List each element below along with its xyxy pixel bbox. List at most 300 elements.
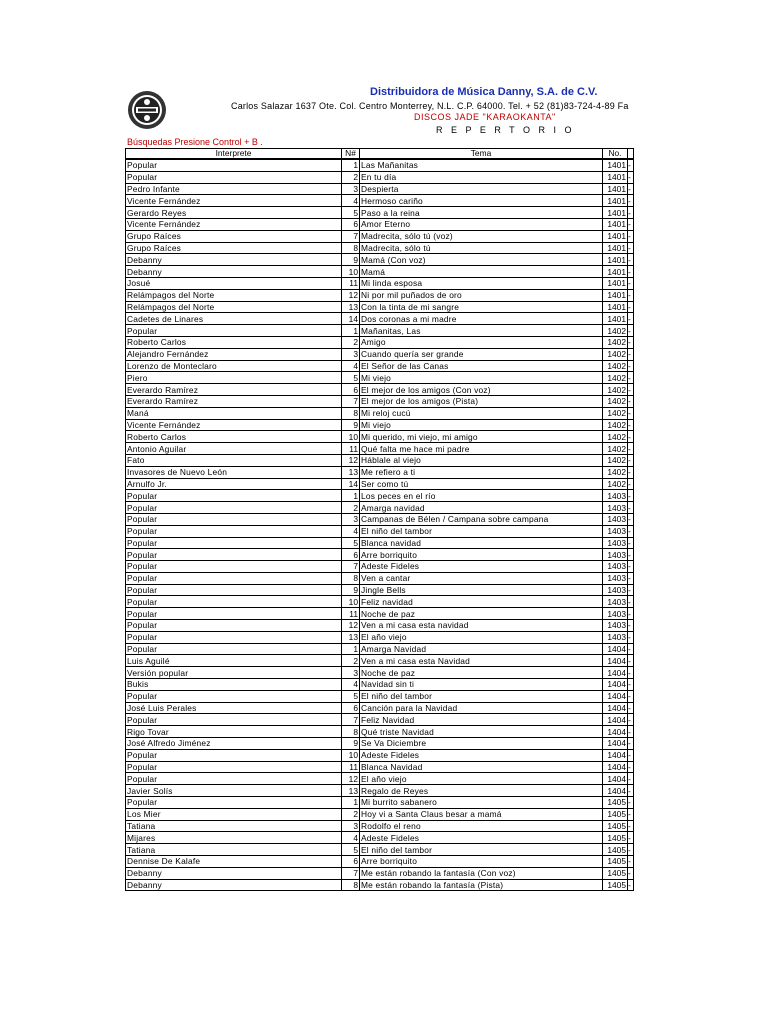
- disc-number-cell: 1401: [603, 195, 628, 207]
- interprete-cell: Popular: [126, 513, 342, 525]
- table-row: [126, 702, 634, 714]
- disc-number-cell: 1402: [603, 419, 628, 431]
- tema-cell: Ni por mil puñados de oro: [360, 289, 603, 301]
- row-suffix-cell: -: [628, 702, 634, 714]
- track-number-cell: 7: [342, 230, 360, 242]
- interprete-cell: Antonio Aguilar: [126, 443, 342, 455]
- interprete-cell: Popular: [126, 773, 342, 785]
- track-number-cell: 8: [342, 242, 360, 254]
- track-number-cell: 12: [342, 620, 360, 632]
- table-row: [126, 820, 634, 832]
- track-number-cell: 8: [342, 572, 360, 584]
- track-number-cell: 10: [342, 431, 360, 443]
- table-row: [126, 525, 634, 537]
- interprete-cell: Debanny: [126, 867, 342, 879]
- tema-cell: El año viejo: [360, 773, 603, 785]
- interprete-cell: Grupo Raíces: [126, 230, 342, 242]
- table-row: [126, 372, 634, 384]
- row-suffix-cell: -: [628, 325, 634, 337]
- disc-number-cell: 1401: [603, 277, 628, 289]
- track-number-cell: 7: [342, 867, 360, 879]
- interprete-cell: Vicente Fernández: [126, 419, 342, 431]
- interprete-cell: Popular: [126, 561, 342, 573]
- track-number-cell: 3: [342, 820, 360, 832]
- tema-cell: Mamá (Con voz): [360, 254, 603, 266]
- row-suffix-cell: -: [628, 360, 634, 372]
- table-row: [126, 490, 634, 502]
- table-row: [126, 242, 634, 254]
- disc-number-cell: 1402: [603, 466, 628, 478]
- track-number-cell: 10: [342, 266, 360, 278]
- tema-cell: Blanca navidad: [360, 537, 603, 549]
- track-number-cell: 5: [342, 690, 360, 702]
- track-number-cell: 14: [342, 478, 360, 490]
- table-row: [126, 561, 634, 573]
- table-row: [126, 207, 634, 219]
- table-row: [126, 325, 634, 337]
- track-number-cell: 1: [342, 643, 360, 655]
- column-header-tema: Tema: [360, 149, 603, 160]
- interprete-cell: Debanny: [126, 266, 342, 278]
- interprete-cell: Vicente Fernández: [126, 218, 342, 230]
- row-suffix-cell: -: [628, 761, 634, 773]
- tema-cell: Ven a mi casa esta Navidad: [360, 655, 603, 667]
- disc-number-cell: 1402: [603, 325, 628, 337]
- disc-number-cell: 1403: [603, 631, 628, 643]
- track-number-cell: 3: [342, 183, 360, 195]
- row-suffix-cell: -: [628, 655, 634, 667]
- interprete-cell: Popular: [126, 631, 342, 643]
- disc-number-cell: 1405: [603, 808, 628, 820]
- row-suffix-cell: -: [628, 832, 634, 844]
- tema-cell: Mi linda esposa: [360, 277, 603, 289]
- track-number-cell: 1: [342, 490, 360, 502]
- tema-cell: Qué falta me hace mi padre: [360, 443, 603, 455]
- row-suffix-cell: -: [628, 454, 634, 466]
- row-suffix-cell: -: [628, 561, 634, 573]
- track-number-cell: 11: [342, 443, 360, 455]
- row-suffix-cell: -: [628, 797, 634, 809]
- track-number-cell: 9: [342, 584, 360, 596]
- interprete-cell: Debanny: [126, 879, 342, 891]
- row-suffix-cell: -: [628, 195, 634, 207]
- track-number-cell: 11: [342, 608, 360, 620]
- row-suffix-cell: -: [628, 808, 634, 820]
- disc-number-cell: 1404: [603, 702, 628, 714]
- interprete-cell: Cadetes de Linares: [126, 313, 342, 325]
- interprete-cell: Rigo Tovar: [126, 726, 342, 738]
- tema-cell: Mi viejo: [360, 419, 603, 431]
- track-number-cell: 5: [342, 207, 360, 219]
- disc-number-cell: 1401: [603, 183, 628, 195]
- track-number-cell: 4: [342, 679, 360, 691]
- row-suffix-cell: -: [628, 171, 634, 183]
- tema-cell: Qué triste Navidad: [360, 726, 603, 738]
- track-number-cell: 14: [342, 313, 360, 325]
- disc-number-cell: 1402: [603, 443, 628, 455]
- row-suffix-cell: -: [628, 183, 634, 195]
- row-suffix-cell: -: [628, 631, 634, 643]
- disc-number-cell: 1405: [603, 856, 628, 868]
- interprete-cell: Grupo Raíces: [126, 242, 342, 254]
- interprete-cell: Fato: [126, 454, 342, 466]
- track-number-cell: 1: [342, 797, 360, 809]
- tema-cell: Madrecita, sólo tú: [360, 242, 603, 254]
- tema-cell: Adeste Fideles: [360, 749, 603, 761]
- tema-cell: Mi viejo: [360, 372, 603, 384]
- row-suffix-cell: -: [628, 254, 634, 266]
- row-suffix-cell: -: [628, 608, 634, 620]
- table-row: [126, 513, 634, 525]
- track-number-cell: 2: [342, 655, 360, 667]
- interprete-cell: Popular: [126, 797, 342, 809]
- row-suffix-cell: -: [628, 466, 634, 478]
- row-suffix-cell: -: [628, 502, 634, 514]
- table-row: [126, 655, 634, 667]
- table-row: [126, 726, 634, 738]
- row-suffix-cell: -: [628, 572, 634, 584]
- interprete-cell: Popular: [126, 549, 342, 561]
- tema-cell: Feliz Navidad: [360, 714, 603, 726]
- tema-cell: El año viejo: [360, 631, 603, 643]
- table-row: [126, 572, 634, 584]
- tema-cell: El niño del tambor: [360, 525, 603, 537]
- disc-number-cell: 1402: [603, 336, 628, 348]
- disc-number-cell: 1404: [603, 714, 628, 726]
- tema-cell: Me están robando la fantasía (Pista): [360, 879, 603, 891]
- disc-number-cell: 1403: [603, 596, 628, 608]
- disc-number-cell: 1403: [603, 561, 628, 573]
- disc-number-cell: 1404: [603, 761, 628, 773]
- interprete-cell: Popular: [126, 490, 342, 502]
- disc-number-cell: 1401: [603, 313, 628, 325]
- disc-number-cell: 1403: [603, 502, 628, 514]
- interprete-cell: Popular: [126, 690, 342, 702]
- table-row: [126, 879, 634, 891]
- disc-number-cell: 1404: [603, 667, 628, 679]
- disc-number-cell: 1402: [603, 407, 628, 419]
- interprete-cell: José Luis Perales: [126, 702, 342, 714]
- track-number-cell: 2: [342, 336, 360, 348]
- disc-number-cell: 1401: [603, 230, 628, 242]
- table-row: [126, 714, 634, 726]
- table-row: [126, 419, 634, 431]
- disc-number-cell: 1404: [603, 643, 628, 655]
- track-number-cell: 4: [342, 195, 360, 207]
- interprete-cell: Gerardo Reyes: [126, 207, 342, 219]
- interprete-cell: Lorenzo de Monteclaro: [126, 360, 342, 372]
- track-number-cell: 2: [342, 808, 360, 820]
- interprete-cell: Dennise De Kalafe: [126, 856, 342, 868]
- row-suffix-cell: -: [628, 431, 634, 443]
- interprete-cell: Popular: [126, 749, 342, 761]
- row-suffix-cell: -: [628, 395, 634, 407]
- disc-number-cell: 1401: [603, 171, 628, 183]
- disc-number-cell: 1404: [603, 726, 628, 738]
- track-number-cell: 2: [342, 171, 360, 183]
- row-suffix-cell: -: [628, 525, 634, 537]
- table-row: [126, 738, 634, 750]
- table-row: [126, 832, 634, 844]
- disc-number-cell: 1404: [603, 679, 628, 691]
- table-row: [126, 631, 634, 643]
- disc-number-cell: 1402: [603, 348, 628, 360]
- row-suffix-cell: -: [628, 336, 634, 348]
- table-row: [126, 856, 634, 868]
- table-row: [126, 360, 634, 372]
- interprete-cell: Mijares: [126, 832, 342, 844]
- table-row: [126, 301, 634, 313]
- track-number-cell: 11: [342, 277, 360, 289]
- disc-number-cell: 1405: [603, 832, 628, 844]
- table-row: [126, 749, 634, 761]
- track-number-cell: 1: [342, 325, 360, 337]
- tema-cell: Blanca Navidad: [360, 761, 603, 773]
- disc-number-cell: 1403: [603, 525, 628, 537]
- row-suffix-cell: -: [628, 313, 634, 325]
- disc-number-cell: 1401: [603, 218, 628, 230]
- row-suffix-cell: -: [628, 289, 634, 301]
- track-number-cell: 13: [342, 466, 360, 478]
- interprete-cell: Everardo Ramírez: [126, 395, 342, 407]
- disc-number-cell: 1403: [603, 490, 628, 502]
- row-suffix-cell: -: [628, 714, 634, 726]
- tema-cell: El mejor de los amigos (Pista): [360, 395, 603, 407]
- table-row: [126, 808, 634, 820]
- track-number-cell: 13: [342, 631, 360, 643]
- column-header-no: No.: [603, 149, 628, 160]
- track-number-cell: 5: [342, 844, 360, 856]
- row-suffix-cell: -: [628, 419, 634, 431]
- row-suffix-cell: -: [628, 785, 634, 797]
- tema-cell: El Señor de las Canas: [360, 360, 603, 372]
- row-suffix-cell: -: [628, 242, 634, 254]
- disc-number-cell: 1402: [603, 395, 628, 407]
- disc-number-cell: 1401: [603, 207, 628, 219]
- table-row: [126, 395, 634, 407]
- track-number-cell: 13: [342, 785, 360, 797]
- disc-number-cell: 1401: [603, 254, 628, 266]
- table-row: [126, 171, 634, 183]
- track-number-cell: 5: [342, 537, 360, 549]
- interprete-cell: Relámpagos del Norte: [126, 289, 342, 301]
- tema-cell: Arre borriquito: [360, 549, 603, 561]
- track-number-cell: 6: [342, 549, 360, 561]
- row-suffix-cell: -: [628, 620, 634, 632]
- row-suffix-cell: -: [628, 443, 634, 455]
- track-number-cell: 3: [342, 667, 360, 679]
- tema-cell: Noche de paz: [360, 667, 603, 679]
- track-number-cell: 13: [342, 301, 360, 313]
- table-row: [126, 667, 634, 679]
- table-row: [126, 348, 634, 360]
- tema-cell: Ser como tú: [360, 478, 603, 490]
- row-suffix-cell: -: [628, 348, 634, 360]
- interprete-cell: Tatiana: [126, 820, 342, 832]
- interprete-cell: Popular: [126, 761, 342, 773]
- interprete-cell: Popular: [126, 572, 342, 584]
- tema-cell: Adeste Fideles: [360, 832, 603, 844]
- row-suffix-cell: -: [628, 596, 634, 608]
- interprete-cell: Popular: [126, 502, 342, 514]
- tema-cell: Dos coronas a mi madre: [360, 313, 603, 325]
- disc-number-cell: 1405: [603, 879, 628, 891]
- track-number-cell: 8: [342, 407, 360, 419]
- interprete-cell: Everardo Ramírez: [126, 384, 342, 396]
- table-body: [126, 159, 634, 891]
- table-row: [126, 537, 634, 549]
- tema-cell: El niño del tambor: [360, 690, 603, 702]
- interprete-cell: Popular: [126, 159, 342, 171]
- tema-cell: Mañanitas, Las: [360, 325, 603, 337]
- tema-cell: Navidad sin ti: [360, 679, 603, 691]
- tema-cell: Con la tinta de mi sangre: [360, 301, 603, 313]
- tema-cell: Se Va Diciembre: [360, 738, 603, 750]
- tema-cell: Feliz navidad: [360, 596, 603, 608]
- row-suffix-cell: -: [628, 667, 634, 679]
- table-row: [126, 454, 634, 466]
- interprete-cell: Popular: [126, 171, 342, 183]
- tema-cell: Canción para la Navidad: [360, 702, 603, 714]
- table-row: [126, 596, 634, 608]
- interprete-cell: Tatiana: [126, 844, 342, 856]
- row-suffix-cell: -: [628, 749, 634, 761]
- table-row: [126, 844, 634, 856]
- tema-cell: Amor Eterno: [360, 218, 603, 230]
- tema-cell: Mi burrito sabanero: [360, 797, 603, 809]
- table-row: [126, 608, 634, 620]
- interprete-cell: Vicente Fernández: [126, 195, 342, 207]
- table-row: [126, 431, 634, 443]
- table-row: [126, 549, 634, 561]
- tema-cell: Campanas de Bélen / Campana sobre campana: [360, 513, 603, 525]
- track-number-cell: 7: [342, 714, 360, 726]
- track-number-cell: 9: [342, 738, 360, 750]
- track-number-cell: 4: [342, 360, 360, 372]
- interprete-cell: Javier Solís: [126, 785, 342, 797]
- interprete-cell: Luis Aguilé: [126, 655, 342, 667]
- table-row: [126, 159, 634, 171]
- record-label: DISCOS JADE "KARAOKANTA": [414, 112, 556, 122]
- table-row: [126, 407, 634, 419]
- row-suffix-cell: -: [628, 726, 634, 738]
- tema-cell: Amarga Navidad: [360, 643, 603, 655]
- tema-cell: Las Mañanitas: [360, 159, 603, 171]
- track-number-cell: 12: [342, 454, 360, 466]
- table-row: [126, 761, 634, 773]
- row-suffix-cell: -: [628, 513, 634, 525]
- disc-number-cell: 1404: [603, 655, 628, 667]
- row-suffix-cell: -: [628, 856, 634, 868]
- row-suffix-cell: -: [628, 773, 634, 785]
- table-row: [126, 183, 634, 195]
- row-suffix-cell: -: [628, 372, 634, 384]
- tema-cell: Hoy vi a Santa Claus besar a mamá: [360, 808, 603, 820]
- disc-number-cell: 1402: [603, 372, 628, 384]
- interprete-cell: Popular: [126, 620, 342, 632]
- column-header-num: N#: [342, 149, 360, 160]
- disc-number-cell: 1404: [603, 773, 628, 785]
- disc-number-cell: 1401: [603, 289, 628, 301]
- track-number-cell: 3: [342, 348, 360, 360]
- row-suffix-cell: -: [628, 549, 634, 561]
- row-suffix-cell: -: [628, 844, 634, 856]
- disc-number-cell: 1403: [603, 537, 628, 549]
- interprete-cell: José Alfredo Jiménez: [126, 738, 342, 750]
- column-header-interprete: Interprete: [126, 149, 342, 160]
- table-row: [126, 679, 634, 691]
- tema-cell: Rodolfo el reno: [360, 820, 603, 832]
- interprete-cell: Versión popular: [126, 667, 342, 679]
- search-hint: Búsquedas Presione Control + B .: [127, 137, 263, 147]
- table-row: [126, 867, 634, 879]
- interprete-cell: Popular: [126, 325, 342, 337]
- company-address: Carlos Salazar 1637 Ote. Col. Centro Monterrey, N.L. C.P. 64000. Tel. + 52 (81)83-724-4-89 Fa: [231, 101, 629, 111]
- tema-cell: Hermoso cariño: [360, 195, 603, 207]
- table-row: [126, 773, 634, 785]
- track-number-cell: 8: [342, 726, 360, 738]
- track-number-cell: 12: [342, 773, 360, 785]
- tema-cell: Me refiero a ti: [360, 466, 603, 478]
- disc-number-cell: 1404: [603, 690, 628, 702]
- row-suffix-cell: -: [628, 643, 634, 655]
- row-suffix-cell: -: [628, 867, 634, 879]
- tema-cell: El niño del tambor: [360, 844, 603, 856]
- row-suffix-cell: -: [628, 301, 634, 313]
- tema-cell: Ven a cantar: [360, 572, 603, 584]
- table-row: [126, 584, 634, 596]
- track-number-cell: 7: [342, 561, 360, 573]
- interprete-cell: Invasores de Nuevo León: [126, 466, 342, 478]
- interprete-cell: Popular: [126, 643, 342, 655]
- interprete-cell: Pedro Infante: [126, 183, 342, 195]
- disc-number-cell: 1405: [603, 797, 628, 809]
- table-row: [126, 277, 634, 289]
- track-number-cell: 10: [342, 596, 360, 608]
- row-suffix-cell: -: [628, 218, 634, 230]
- row-suffix-cell: -: [628, 679, 634, 691]
- table-row: [126, 478, 634, 490]
- track-number-cell: 10: [342, 749, 360, 761]
- interprete-cell: Los Mier: [126, 808, 342, 820]
- table-row: [126, 313, 634, 325]
- disc-number-cell: 1401: [603, 301, 628, 313]
- track-number-cell: 4: [342, 525, 360, 537]
- interprete-cell: Roberto Carlos: [126, 336, 342, 348]
- disc-number-cell: 1404: [603, 785, 628, 797]
- track-number-cell: 6: [342, 856, 360, 868]
- disc-number-cell: 1401: [603, 266, 628, 278]
- track-number-cell: 9: [342, 419, 360, 431]
- interprete-cell: Arnulfo Jr.: [126, 478, 342, 490]
- disc-number-cell: 1405: [603, 820, 628, 832]
- track-number-cell: 5: [342, 372, 360, 384]
- table-row: [126, 643, 634, 655]
- track-number-cell: 4: [342, 832, 360, 844]
- row-suffix-cell: -: [628, 230, 634, 242]
- table-row: [126, 502, 634, 514]
- disc-number-cell: 1403: [603, 549, 628, 561]
- table-row: [126, 230, 634, 242]
- table-row: [126, 218, 634, 230]
- interprete-cell: Bukis: [126, 679, 342, 691]
- disc-number-cell: 1402: [603, 478, 628, 490]
- interprete-cell: Relámpagos del Norte: [126, 301, 342, 313]
- row-suffix-cell: -: [628, 277, 634, 289]
- interprete-cell: Josué: [126, 277, 342, 289]
- disc-number-cell: 1403: [603, 572, 628, 584]
- tema-cell: Mi reloj cucú: [360, 407, 603, 419]
